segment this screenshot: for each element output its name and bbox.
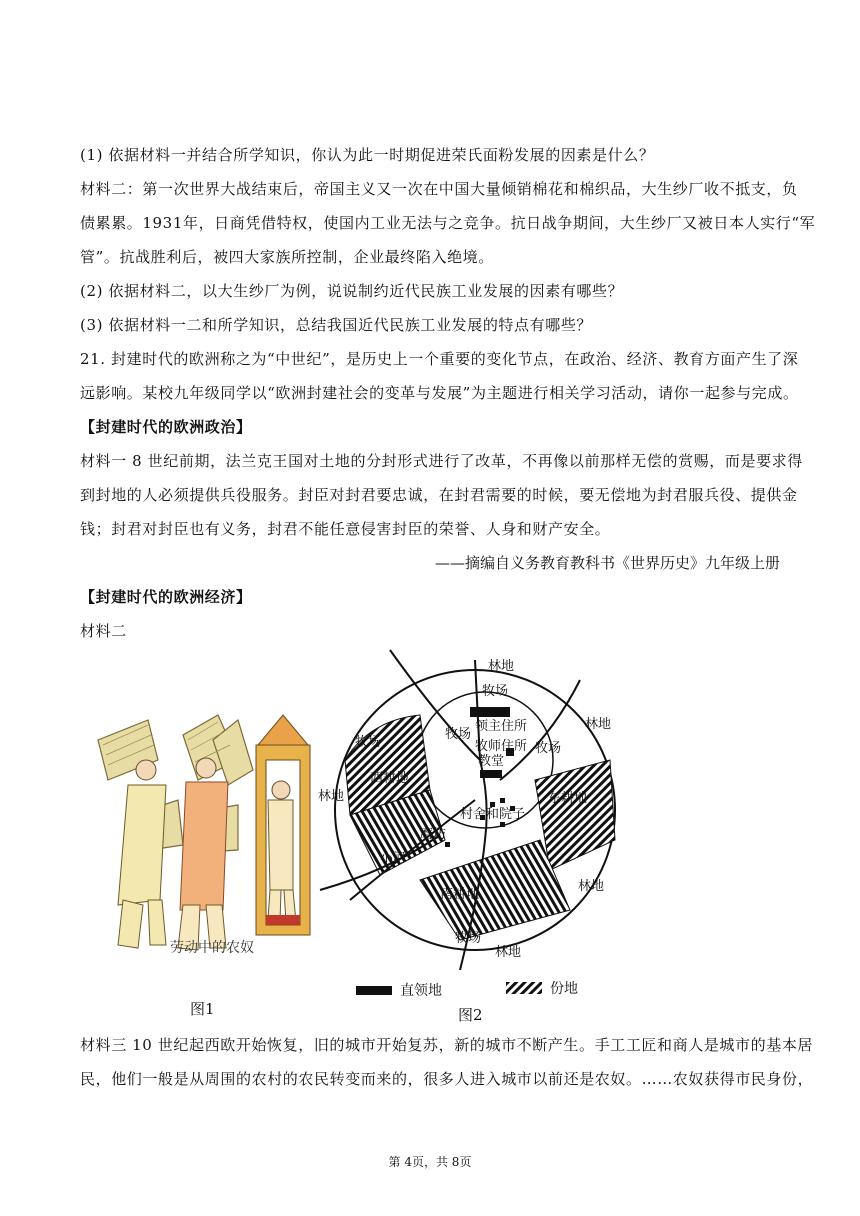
question-1: (1) 依据材料一并结合所学知识，你认为此一时期促进荣氏面粉发展的因素是什么？	[80, 146, 655, 164]
map-label: 西耕地	[370, 771, 410, 786]
question-3: (3) 依据材料一二和所学知识，总结我国近代民族工业发展的特点有哪些？	[80, 316, 593, 334]
material-1-text: 材料一 8 世纪前期，法兰克王国对土地的分封形式进行了改革，不再像以前那样无偿的赏赐，而是要求得	[80, 452, 803, 470]
question-2: (2) 依据材料二，以大生纱厂为例，说说制约近代民族工业发展的因素有哪些？	[80, 282, 624, 300]
material-2-text: 材料二：第一次世界大战结束后，帝国主义又一次在中国大量倾销棉花和棉织品，大生纱厂收不抵支，负	[80, 180, 798, 198]
map-label: 领主住所	[475, 719, 528, 734]
map-label: 林地	[488, 659, 515, 674]
map-label: 林地	[318, 789, 345, 804]
figure-1-label: 图1	[190, 1000, 215, 1018]
map-label: 牧场	[355, 735, 382, 750]
economy-heading: 【封建时代的欧洲经济】	[80, 588, 252, 606]
map-label: 牧场	[535, 741, 562, 756]
map-label: 林地	[585, 717, 612, 732]
figure-1-illustration	[88, 700, 318, 970]
demesne-block	[470, 707, 510, 717]
figure-2-manor-map	[310, 640, 640, 970]
material-1-text: 到封地的人必须提供兵役服务。封臣对封君要忠诚，在封君需要的时候，要无偿地为封君服兵役、提供金	[80, 486, 798, 504]
map-label: 林地	[495, 945, 522, 960]
map-label: 东耕地	[548, 791, 588, 806]
map-label: 小河	[380, 851, 407, 866]
map-label: 村舍和院子	[460, 807, 526, 822]
map-label: 牧场	[482, 684, 509, 699]
material-2-label: 材料二	[80, 622, 127, 640]
legend-demesne-label: 直领地	[400, 983, 442, 999]
material-2-text: 债累累。1931年，日商凭借特权，使国内工业无法与之竞争。抗日战争期间，大生纱厂又被日本人实行“军	[80, 214, 816, 232]
map-label: 牧师住所	[475, 739, 528, 754]
legend-demesne-swatch	[356, 986, 392, 995]
map-label: 林地	[578, 879, 605, 894]
figure-2-label: 图2	[458, 1006, 483, 1024]
legend-demesne	[356, 980, 442, 1000]
map-label: 牧场	[455, 931, 482, 946]
map-label: 教堂	[478, 754, 505, 769]
map-label: 牧场	[445, 727, 472, 742]
material-3-text: 材料三 10 世纪起西欧开始恢复，旧的城市开始复苏，新的城市不断产生。手工工匠和商人是城市的基本居	[80, 1036, 814, 1054]
question-21: 21. 封建时代的欧洲称之为“中世纪”，是历史上一个重要的变化节点，在政治、经济、教育方面产生了深	[80, 350, 799, 368]
material-2-text: 管”。抗战胜利后，被四大家族所控制，企业最终陷入绝境。	[80, 248, 494, 266]
legend-strip	[506, 978, 578, 998]
map-label: 南耕地	[440, 887, 480, 902]
material-3-text: 民，他们一般是从周围的农村的农民转变而来的，很多人进入城市以前还是农奴。……农奴获得市民身份，	[80, 1070, 814, 1088]
question-21: 远影响。某校九年级同学以“欧洲封建社会的变革与发展”为主题进行相关学习活动，请你一起参与完成。	[80, 384, 799, 402]
material-1-text: 钱；封君对封臣也有义务，封君不能任意侵害封臣的荣誉、人身和财产安全。	[80, 520, 611, 538]
legend-strip-label: 份地	[550, 981, 578, 997]
politics-heading: 【封建时代的欧洲政治】	[80, 418, 252, 436]
figure-1-caption: 劳动中的农奴	[170, 940, 254, 956]
citation: ——摘编自义务教育教科书《世界历史》九年级上册	[434, 554, 780, 572]
legend-strip-swatch	[506, 982, 542, 994]
demesne-block	[480, 770, 502, 778]
page-footer: 第 4页，共 8页	[388, 1155, 472, 1169]
map-label: 磨坊	[420, 827, 447, 842]
